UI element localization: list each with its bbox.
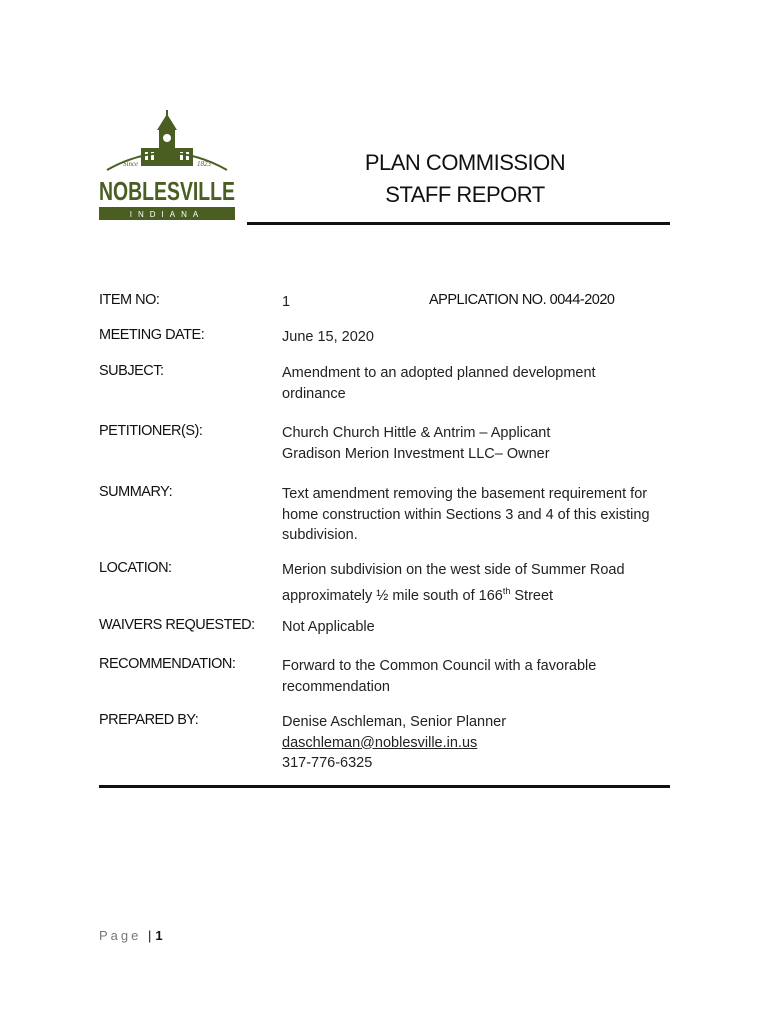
recommendation-value: Forward to the Common Council with a favorable recommendation: [282, 658, 597, 695]
item-no-label: ITEM NO:: [99, 292, 160, 308]
report-title-line2: STAFF REPORT: [385, 182, 545, 207]
meeting-date-label: MEETING DATE: [99, 327, 201, 343]
preparer-phone: 317-776-6325: [282, 755, 373, 771]
subject-label: SUBJECT: [99, 363, 160, 379]
page-number: 1: [155, 928, 163, 943]
location-label: LOCATION: [99, 560, 169, 576]
location-value: Merion subdivision on the west side of Summer Road approximately ½ mile south of 166th Street: [282, 562, 625, 604]
meeting-date-value: June 15, 2020: [282, 329, 374, 345]
footer-divider: [99, 785, 670, 788]
prepared-by-label: PREPARED BY: [99, 712, 195, 728]
application-number: APPLICATION NO. 0044-2020: [429, 292, 615, 308]
page-word: Page: [99, 928, 142, 943]
report-title-line1: PLAN COMMISSION: [364, 150, 566, 175]
summary-value: Text amendment removing the basement requirement for home construction within Sections 3 and 4 of this existing subdivision.: [282, 486, 650, 543]
recommendation-label: RECOMMENDATION: [99, 656, 232, 672]
summary-label: SUMMARY: [99, 484, 169, 500]
noblesville-logo: [97, 108, 242, 228]
header-divider: [247, 222, 670, 225]
logo-state: INDIANA: [129, 210, 205, 219]
petitioners-label: PETITIONER(S): [99, 423, 199, 439]
subject-value: Amendment to an adopted planned development ordinance: [282, 365, 596, 402]
waivers-value: Not Applicable: [282, 619, 375, 635]
item-no-value: 1: [282, 294, 291, 310]
logo-since-right: 1823: [197, 160, 211, 168]
waivers-label: WAIVERS REQUESTED: [99, 617, 252, 633]
prepared-by-value: [282, 712, 677, 774]
preparer-email-link[interactable]: daschleman@noblesville.in.us: [282, 734, 478, 751]
logo-since-left: Since: [123, 160, 139, 168]
page-footer: Page | 1: [99, 928, 163, 943]
petitioners-value: Church Church Hittle & Antrim – Applicant Gradison Merion Investment LLC– Owner: [282, 425, 551, 462]
logo-wordmark: NOBLESVILLE: [99, 176, 235, 206]
preparer-name: Denise Aschleman, Senior Planner: [282, 714, 507, 730]
